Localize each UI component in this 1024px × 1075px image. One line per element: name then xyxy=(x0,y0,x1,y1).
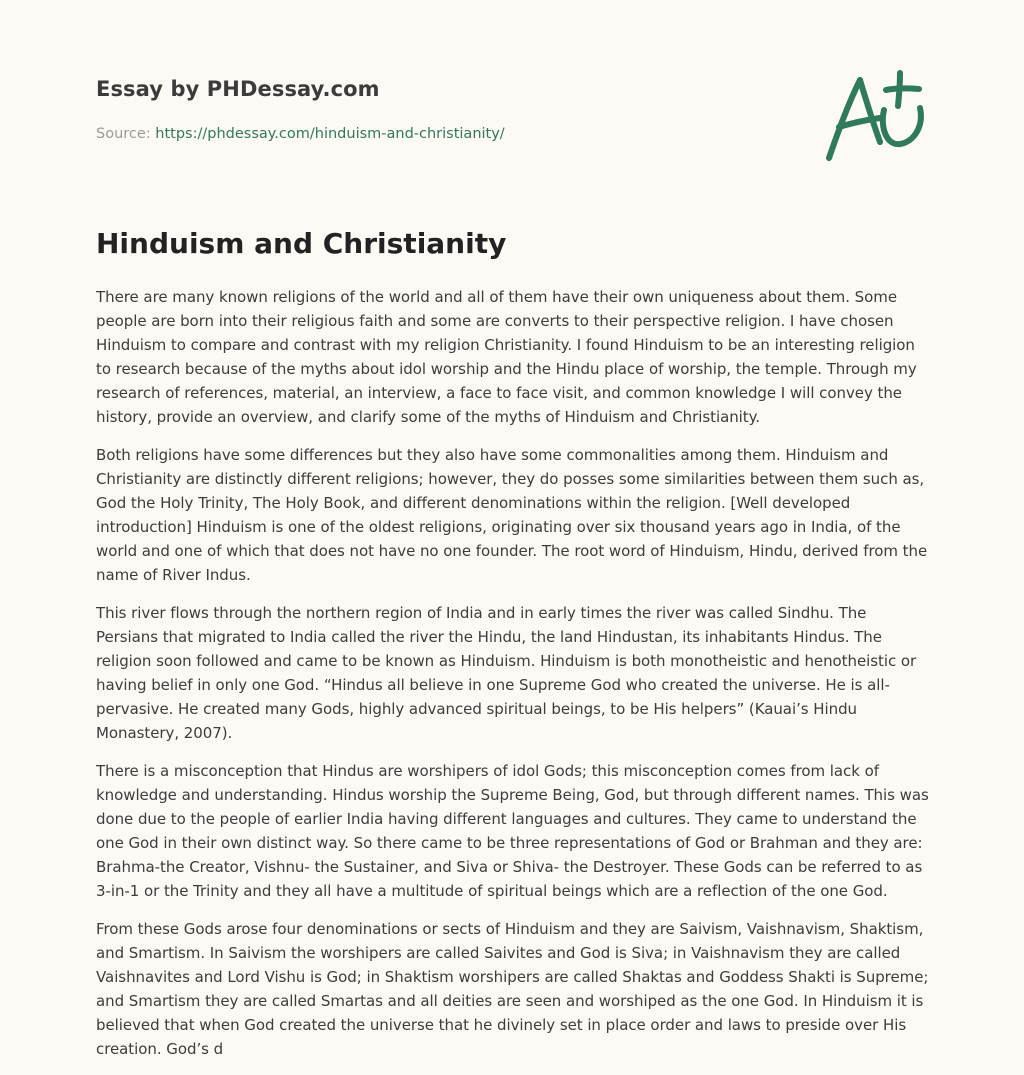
page-header xyxy=(96,74,796,144)
paragraph: This river flows through the northern region of India and in early times the river was called Sindhu. The Persians that migrated to India called the river the Hindu, the land Hindustan, its inhabitants Hindus. The religion soon followed and came to be known as Hinduism. Hinduism is both monotheistic and henotheistic or having belief in only one God. “Hindus all believe in one Supreme God who created the universe. He is all-pervasive. He created many Gods, highly advanced spiritual beings, to be His helpers” (Kauai’s Hindu Monastery, 2007). xyxy=(96,604,917,742)
paragraph: From these Gods arose four denominations or sects of Hinduism and they are Saivism, Vaishnavism, Shaktism, and Smartism. In Saivism the worshipers are called Saivites and God is Siva; in Vaishnavism they are called Vaishnavites and Lord Vishu is God; in Shaktism worshipers are called Shaktas and Goddess Shakti is Supreme; and Smartism they are called Smartas and all deities are seen and worshiped as the one God. In Hinduism it is believed that when God created the universe that he divinely set in place order and laws to preside over His creation. God’s d xyxy=(96,920,929,1058)
paragraph: There is a misconception that Hindus are worshipers of idol Gods; this misconception comes from lack of knowledge and understanding. Hindus worship the Supreme Being, God, but through different names. This was done due to the people of earlier India having different languages and cultures. They came to understand the one God in their own distinct way. So there came to be three representations of God or Brahman and they are: Brahma-the Creator, Vishnu- the Sustainer, and Siva or Shiva- the Destroyer. These Gods can be referred to as 3-in-1 or the Trinity and they all have a multitude of spiritual beings which are a reflection of the one God. xyxy=(96,762,929,900)
source-label: Source: xyxy=(96,126,156,142)
essay-body xyxy=(96,285,932,1075)
site-name: Essay by PHDessay.com xyxy=(96,77,380,101)
source-link[interactable]: https://phdessay.com/hinduism-and-christianity/ xyxy=(155,126,505,142)
source-line xyxy=(96,124,796,144)
essay-title: Hinduism and Christianity xyxy=(96,227,507,260)
paragraph: There are many known religions of the world and all of them have their own uniqueness about them. Some people are born into their religious faith and some are converts to their perspective religion. I have chosen Hinduism to compare and contrast with my religion Christianity. I found Hinduism to be an interesting religion to research because of the myths about idol worship and the Hindu place of worship, the temple. Through my research of references, material, an interview, a face to face visit, and common knowledge I will convey the history, provide an overview, and clarify some of the myths of Hinduism and Christianity. xyxy=(96,288,917,426)
a-plus-logo-icon xyxy=(820,66,930,166)
paragraph: Both religions have some differences but they also have some commonalities among them. Hinduism and Christianity are distinctly different religions; however, they do posses some similarities between them such as, God the Holy Trinity, The Holy Book, and different denominations within the religion. [Well developed introduction] Hinduism is one of the oldest religions, originating over six thousand years ago in India, of the world and one of which that does not have no one founder. The root word of Hinduism, Hindu, derived from the name of River Indus. xyxy=(96,446,928,584)
